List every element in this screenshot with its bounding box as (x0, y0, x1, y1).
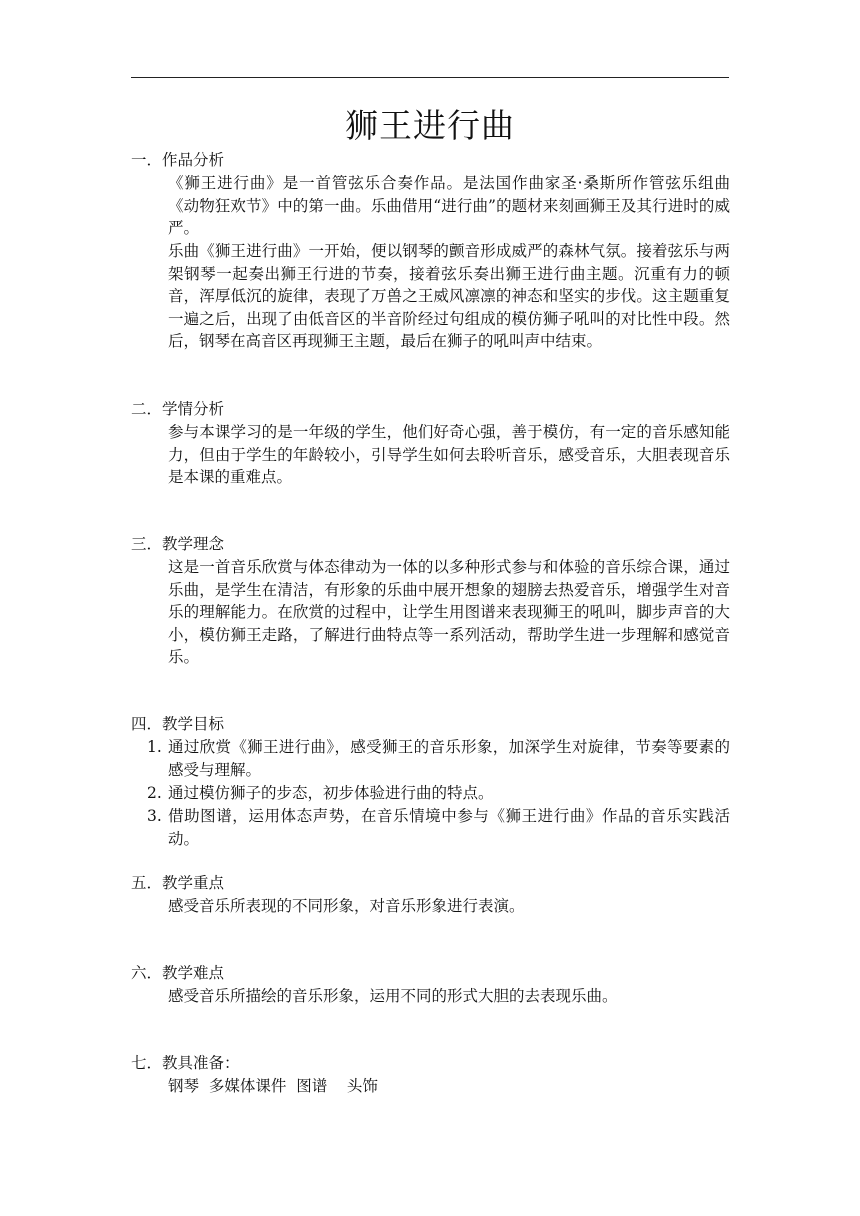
goal-item-number: 2. (147, 784, 162, 802)
goal-item-text: 借助图谱，运用体态声势，在音乐情境中参与《狮王进行曲》作品的音乐实践活动。 (168, 807, 730, 848)
section-heading-1: 一．作品分析 (131, 151, 225, 169)
section-heading-4: 四．教学目标 (131, 715, 225, 733)
section-heading-3: 三．教学理念 (131, 535, 225, 553)
header-rule (131, 77, 729, 78)
document-title: 狮王进行曲 (345, 106, 515, 145)
section-heading-7: 七．教具准备： (131, 1054, 240, 1072)
section-heading-5: 五．教学重点 (131, 874, 225, 892)
section-heading-2: 二．学情分析 (131, 400, 225, 418)
section-1-paragraph-2: 乐曲《狮王进行曲》一开始，便以钢琴的颤音形成威严的森林气氛。接着弦乐与两架钢琴一起奏出狮王行进的节奏，接着弦乐奏出狮王进行曲主题。沉重有力的顿音，浑厚低沉的旋律，表现了万兽之王威风凛凛的神态和坚实的步伐。这主题重复一遍之后，出现了由低音区的半音阶经过句组成的模仿狮子吼叫的对比性中段。然后，钢琴在高音区再现狮王主题，最后在狮子的吼叫声中结束。 (168, 242, 730, 351)
goal-item-text: 通过欣赏《狮王进行曲》，感受狮王的音乐形象，加深学生对旋律，节奏等要素的感受与理解。 (168, 738, 730, 779)
goal-item-number: 3. (147, 807, 162, 825)
goal-item-number: 1. (147, 738, 162, 756)
section-heading-6: 六．教学难点 (131, 964, 225, 982)
section-2-paragraph-1: 参与本课学习的是一年级的学生，他们好奇心强，善于模仿，有一定的音乐感知能力，但由于学生的年龄较小，引导学生如何去聆听音乐，感受音乐，大胆表现音乐是本课的重难点。 (168, 423, 730, 487)
section-6-paragraph-1: 感受音乐所描绘的音乐形象，运用不同的形式大胆的去表现乐曲。 (168, 987, 618, 1005)
section-7-paragraph-1: 钢琴 多媒体课件 图谱 头饰 (168, 1077, 378, 1095)
section-1-paragraph-1: 《狮王进行曲》是一首管弦乐合奏作品。是法国作曲家圣·桑斯所作管弦乐组曲《动物狂欢节》中的第一曲。乐曲借用“进行曲”的题材来刻画狮王及其行进时的威严。 (168, 174, 730, 238)
section-3-paragraph-1: 这是一首音乐欣赏与体态律动为一体的以多种形式参与和体验的音乐综合课，通过乐曲，是学生在清洁，有形象的乐曲中展开想象的翅膀去热爱音乐，增强学生对音乐的理解能力。在欣赏的过程中，让学生用图谱来表现狮王的吼叫，脚步声音的大小，模仿狮王走路，了解进行曲特点等一系列活动，帮助学生进一步理解和感觉音乐。 (168, 558, 730, 667)
section-5-paragraph-1: 感受音乐所表现的不同形象，对音乐形象进行表演。 (168, 897, 525, 915)
goal-item-text: 通过模仿狮子的步态，初步体验进行曲的特点。 (168, 784, 494, 802)
